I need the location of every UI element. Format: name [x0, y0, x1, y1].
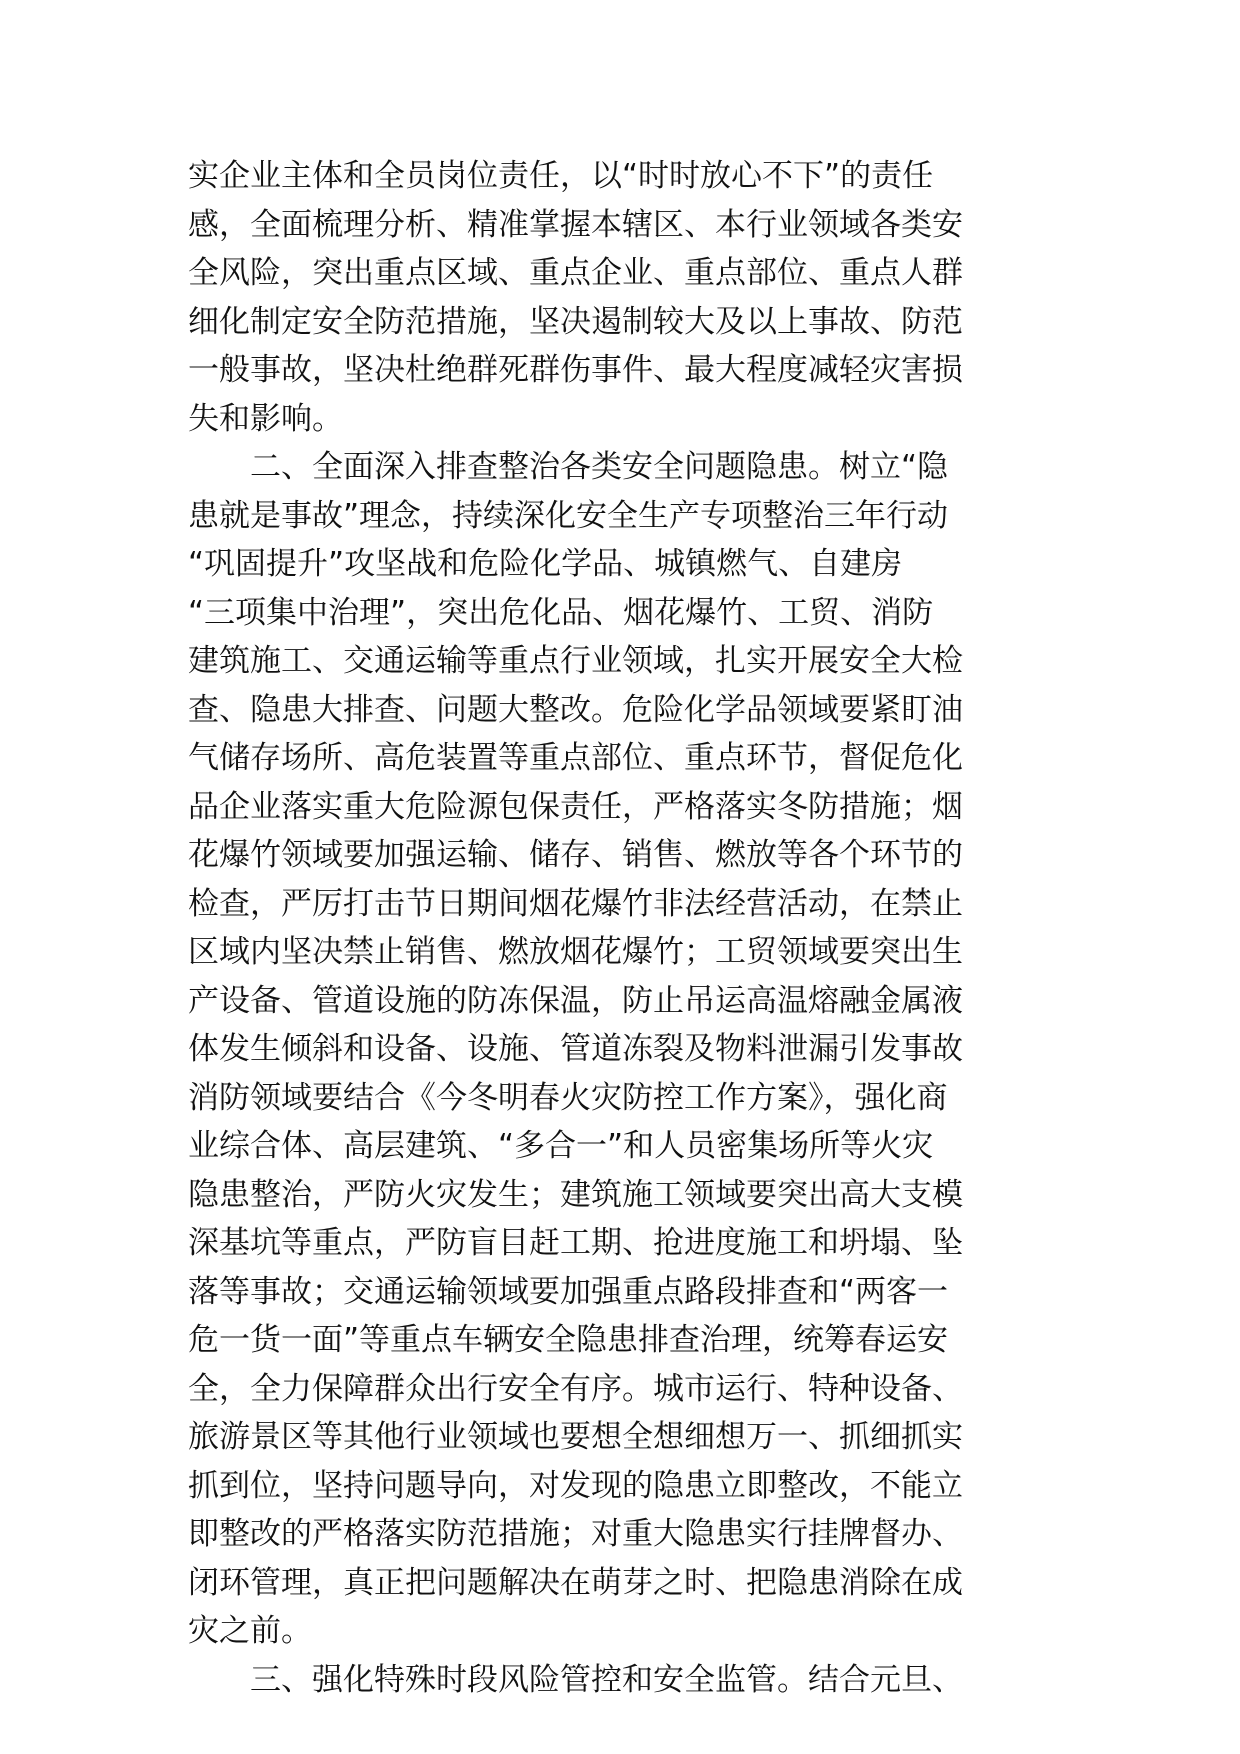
- text-line: 体发生倾斜和设备、设施、管道冻裂及物料泄漏引发事故: [188, 1031, 963, 1067]
- body-text: [188, 152, 1068, 1704]
- text-line: “巩固提升”攻坚战和危险化学品、城镇燃气、自建房: [188, 546, 903, 582]
- text-line: 全，全力保障群众出行安全有序。城市运行、特种设备、: [188, 1370, 963, 1407]
- text-line: 查、隐患大排查、问题大整改。危险化学品领域要紧盯油: [188, 691, 963, 728]
- text-line: 感，全面梳理分析、精准掌握本辖区、本行业领域各类安: [188, 206, 963, 243]
- text-line: 区域内坚决禁止销售、燃放烟花爆竹；工贸领域要突出生: [188, 934, 963, 970]
- text-line: 即整改的严格落实防范措施；对重大隐患实行挂牌督办、: [188, 1516, 963, 1552]
- text-line: 花爆竹领域要加强运输、储存、销售、燃放等各个环节的: [188, 837, 963, 873]
- text-line: 气储存场所、高危装置等重点部位、重点环节，督促危化: [188, 740, 963, 776]
- text-line: 产设备、管道设施的防冻保温，防止吊运高温熔融金属液: [188, 982, 963, 1019]
- text-line: 实企业主体和全员岗位责任，以“时时放心不下”的责任: [188, 158, 934, 194]
- text-line: 闭环管理，真正把问题解决在萌芽之时、把隐患消除在成: [188, 1564, 963, 1601]
- text-line: 建筑施工、交通运输等重点行业领域，扎实开展安全大检: [188, 643, 963, 679]
- text-line: 业综合体、高层建筑、“多合一”和人员密集场所等火灾: [188, 1128, 934, 1164]
- text-line: 全风险，突出重点区域、重点企业、重点部位、重点人群: [188, 255, 963, 291]
- text-line: 消防领域要结合《今冬明春火灾防控工作方案》，强化商: [188, 1079, 948, 1116]
- text-line: 细化制定安全防范措施，坚决遏制较大及以上事故、防范: [188, 303, 963, 340]
- text-line: 一般事故，坚决杜绝群死群伤事件、最大程度减轻灾害损: [188, 352, 963, 388]
- text-line: 隐患整治，严防火灾发生；建筑施工领域要突出高大支模: [188, 1176, 963, 1213]
- text-line: 旅游景区等其他行业领域也要想全想细想万一、抓细抓实: [188, 1419, 963, 1455]
- text-line: 灾之前。: [188, 1613, 312, 1649]
- text-line: 患就是事故”理念，持续深化安全生产专项整治三年行动: [188, 497, 949, 534]
- text-line: 检查，严厉打击节日期间烟花爆竹非法经营活动，在禁止: [188, 885, 963, 922]
- text-line: 深基坑等重点，严防盲目赶工期、抢进度施工和坍塌、坠: [188, 1225, 963, 1261]
- text-line: 二、全面深入排查整治各类安全问题隐患。树立“隐: [188, 449, 949, 485]
- text-line: 失和影响。: [188, 400, 343, 437]
- text-line: 抓到位，坚持问题导向，对发现的隐患立即整改，不能立: [188, 1467, 963, 1504]
- text-line: 落等事故；交通运输领域要加强重点路段排查和“两客一: [188, 1273, 949, 1310]
- text-line: 品企业落实重大危险源包保责任，严格落实冬防措施；烟: [188, 788, 963, 825]
- text-line: 三、强化特殊时段风险管控和安全监管。结合元旦、: [188, 1661, 963, 1698]
- text-line: “三项集中治理”，突出危化品、烟花爆竹、工贸、消防: [188, 594, 934, 631]
- text-line: 危一货一面”等重点车辆安全隐患排查治理，统筹春运安: [188, 1322, 949, 1358]
